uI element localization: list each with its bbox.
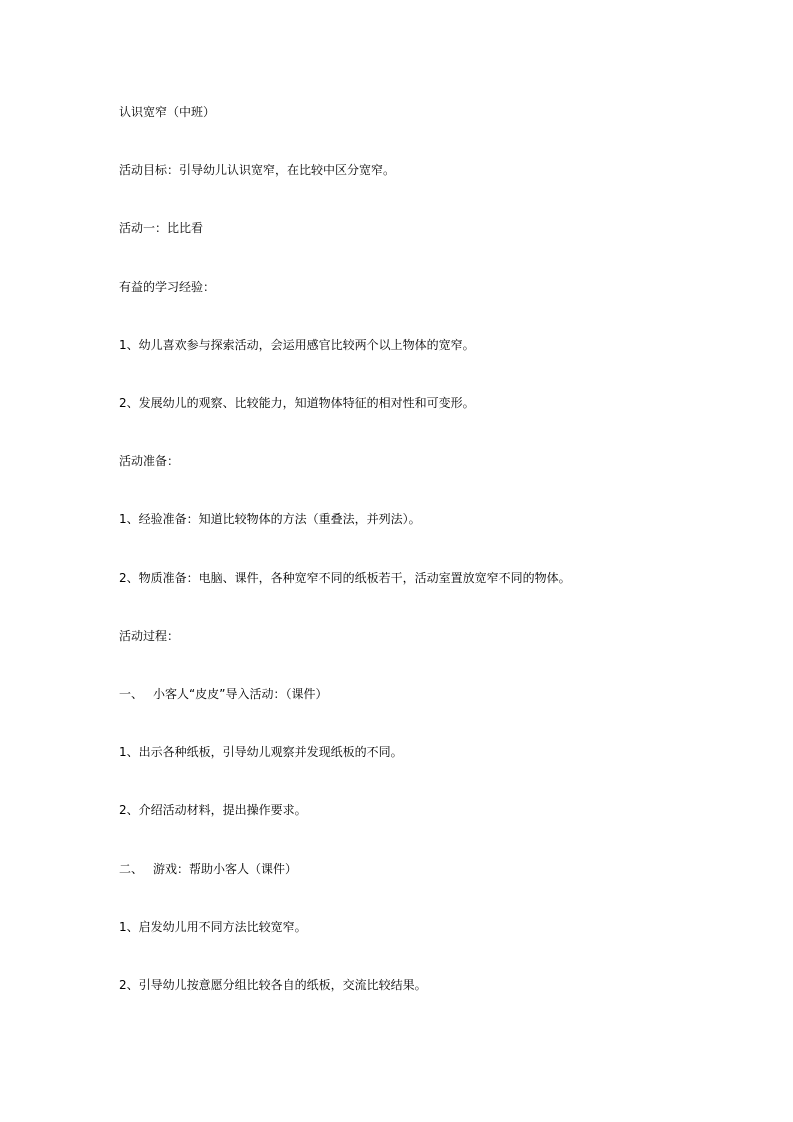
- step-one-item: 2、介绍活动材料，提出操作要求。: [119, 803, 307, 817]
- step-two-heading: [119, 861, 679, 877]
- step-two-number: 二、: [119, 862, 144, 876]
- step-one-title: 小客人“皮皮”导入活动：（课件）: [153, 687, 328, 701]
- activity-goal: 活动目标：引导幼儿认识宽窄，在比较中区分宽窄。: [119, 163, 396, 177]
- document-title: 认识宽窄（中班）: [119, 105, 216, 119]
- step-one-number: 一、: [119, 687, 144, 701]
- experience-heading: 有益的学习经验：: [119, 280, 216, 294]
- step-one-item: 1、出示各种纸板，引导幼儿观察并发现纸板的不同。: [119, 745, 403, 759]
- step-two-item: 2、引导幼儿按意愿分组比较各自的纸板，交流比较结果。: [119, 978, 427, 992]
- activity-one-heading: 活动一：比比看: [119, 221, 204, 235]
- preparation-item: 1、经验准备：知道比较物体的方法（重叠法，并列法）。: [119, 512, 421, 526]
- preparation-heading: 活动准备：: [119, 454, 180, 468]
- experience-item: 2、发展幼儿的观察、比较能力，知道物体特征的相对性和可变形。: [119, 396, 475, 410]
- process-heading: 活动过程：: [119, 629, 180, 643]
- step-two-title: 游戏：帮助小客人（课件）: [153, 862, 298, 876]
- preparation-item: 2、物质准备：电脑、课件，各种宽窄不同的纸板若干，活动室置放宽窄不同的物体。: [119, 571, 571, 585]
- step-one-heading: [119, 686, 679, 702]
- experience-item: 1、幼儿喜欢参与探索活动，会运用感官比较两个以上物体的宽窄。: [119, 338, 475, 352]
- step-two-item: 1、启发幼儿用不同方法比较宽窄。: [119, 920, 307, 934]
